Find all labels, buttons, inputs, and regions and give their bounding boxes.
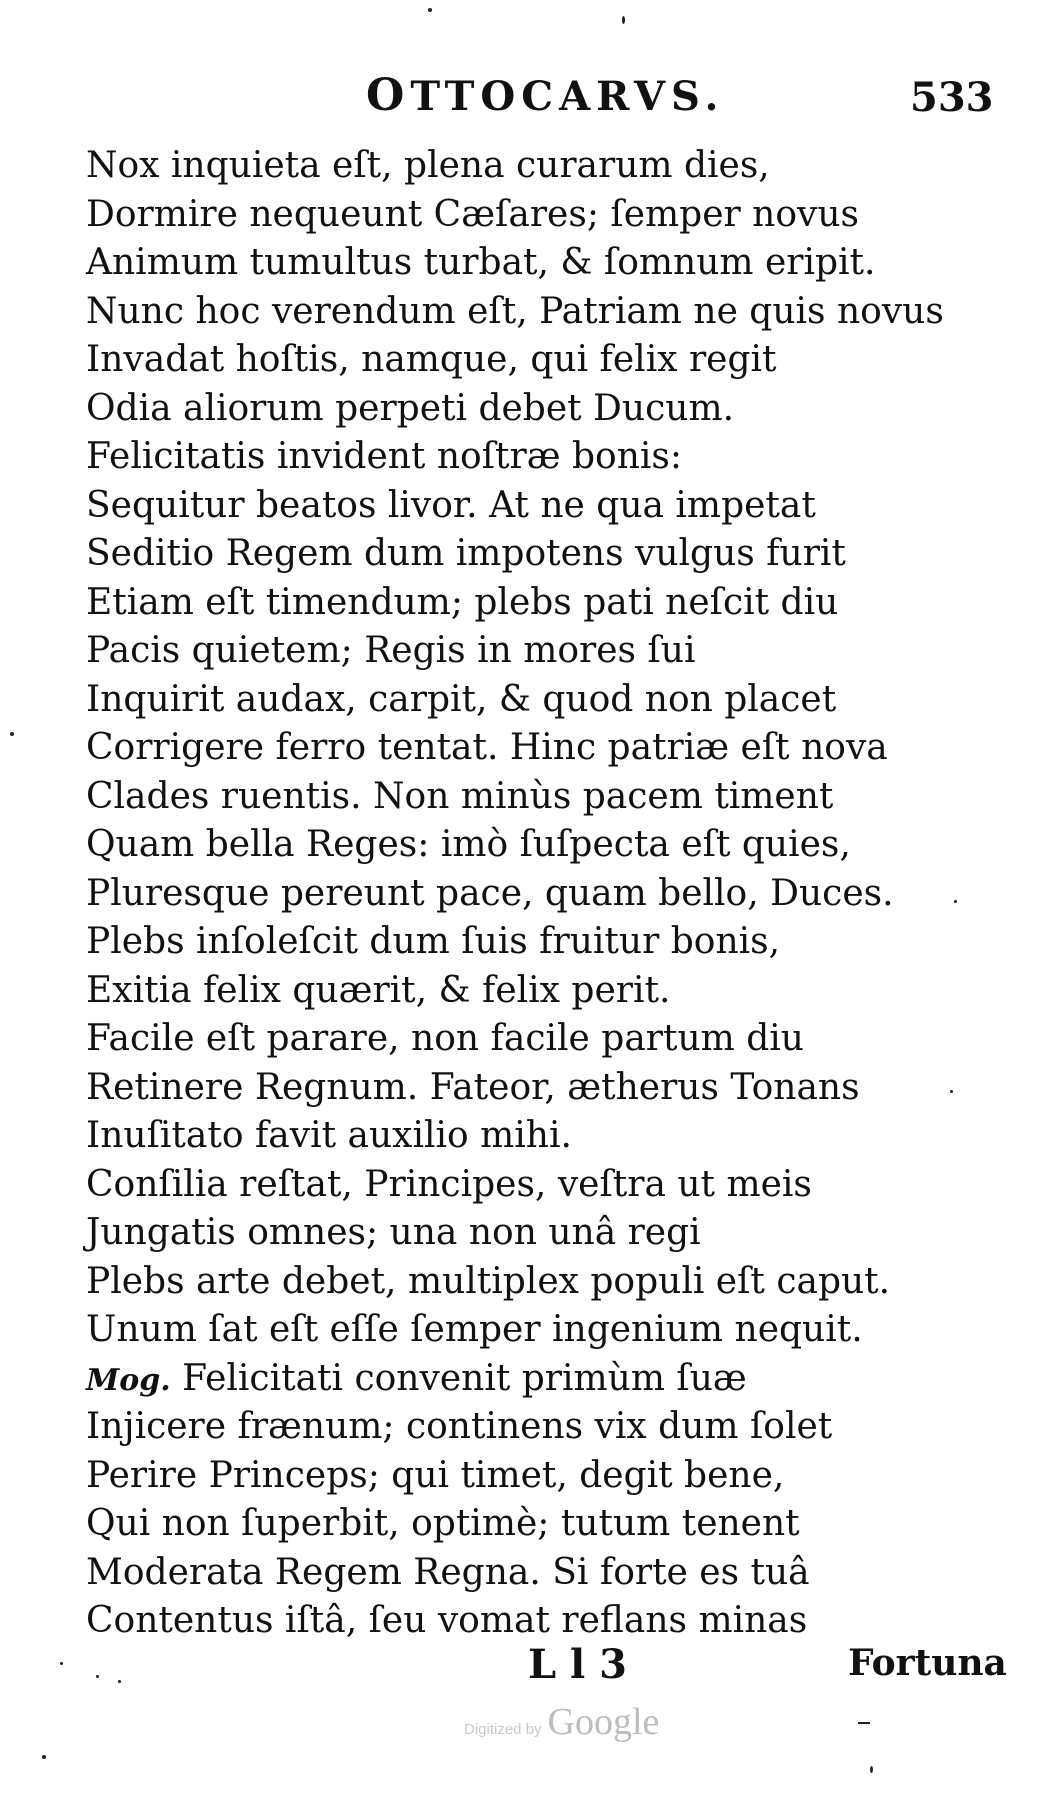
scan-speck xyxy=(954,900,957,903)
verse-line xyxy=(86,1015,1016,1064)
verse-text: Facile eſt parare, non facile partum diu xyxy=(86,1018,804,1059)
verse-text: Etiam eſt timendum; plebs pati neſcit diu xyxy=(86,581,839,623)
verse-line xyxy=(86,1209,1016,1258)
verse-text: Odia aliorum perpeti debet Ducum. xyxy=(86,387,735,429)
verse-block xyxy=(86,142,1016,1646)
signature-mark: L l 3 xyxy=(528,1641,628,1688)
verse-text: Retinere Regnum. Fateor, ætherus Tonans xyxy=(86,1066,860,1108)
verse-text: Inquirit audax, carpit, & quod non placet xyxy=(86,678,837,720)
verse-text: Exitia felix quærit, & felix perit. xyxy=(86,969,671,1011)
scan-speck xyxy=(428,8,432,12)
running-title: OTTOCARVS. xyxy=(366,70,725,121)
verse-text: Clades ruentis. Non minùs pacem timent xyxy=(86,775,834,817)
verse-line xyxy=(86,821,1016,870)
scan-speck xyxy=(96,1675,99,1678)
verse-line xyxy=(86,627,1016,676)
scan-speck xyxy=(42,1755,46,1759)
page-number: 533 xyxy=(910,74,994,121)
verse-text: Contentus iſtâ, ſeu vomat reflans minas xyxy=(86,1600,808,1641)
verse-text: Nox inquieta eſt, plena curarum dies, xyxy=(86,145,770,186)
verse-text: Inuſitato favit auxilio mihi. xyxy=(86,1115,572,1156)
verse-line xyxy=(86,288,1016,337)
verse-line xyxy=(86,870,1016,919)
verse-text: Invadat hoſtis, namque, qui felix regit xyxy=(86,339,777,380)
verse-line xyxy=(86,1064,1016,1113)
verse-text: Dormire nequeunt Cæſares; ſemper novus xyxy=(86,193,860,235)
verse-line xyxy=(86,239,1016,288)
verse-line xyxy=(86,482,1016,531)
verse-text: Jungatis omnes; una non unâ regi xyxy=(86,1212,701,1253)
verse-line xyxy=(86,191,1016,240)
verse-text: Injicere frænum; continens vix dum ſolet xyxy=(86,1406,833,1447)
scan-speck xyxy=(10,732,14,736)
verse-line xyxy=(86,336,1016,385)
verse-text: Pacis quietem; Regis in mores ſui xyxy=(86,630,696,671)
verse-line xyxy=(86,1597,1016,1646)
verse-text: Qui non ſuperbit, optimè; tutum tenent xyxy=(86,1503,800,1544)
scan-speck xyxy=(858,1722,870,1724)
verse-line xyxy=(86,1161,1016,1210)
speaker-label: Mog. xyxy=(86,1362,171,1398)
verse-text: Corrigere ferro tentat. Hinc patriæ eſt nova xyxy=(86,727,888,768)
verse-text: Animum tumultus turbat, & ſomnum eripit. xyxy=(86,242,876,283)
verse-line xyxy=(86,1403,1016,1452)
verse-text: Quam bella Reges: imò ſuſpecta eſt quies, xyxy=(86,824,851,865)
scan-speck xyxy=(950,1090,953,1093)
verse-text: Felicitati convenit primùm ſuæ xyxy=(182,1357,747,1399)
verse-line xyxy=(86,918,1016,967)
catchword: Fortuna xyxy=(848,1642,1007,1684)
verse-line xyxy=(86,1500,1016,1549)
verse-text: Moderata Regem Regna. Si forte es tuâ xyxy=(86,1551,810,1593)
verse-line xyxy=(86,385,1016,434)
scan-speck xyxy=(118,1680,121,1683)
verse-line xyxy=(86,1306,1016,1355)
digitized-watermark xyxy=(464,1700,659,1744)
verse-line xyxy=(86,433,1016,482)
verse-text: Unum ſat eſt eſſe ſemper ingenium nequit. xyxy=(86,1309,863,1350)
verse-line xyxy=(86,967,1016,1016)
scan-speck xyxy=(870,1766,873,1773)
google-logo: Google xyxy=(547,1701,660,1743)
verse-line xyxy=(86,1549,1016,1598)
scan-speck xyxy=(622,16,625,24)
verse-text: Seditio Regem dum impotens vulgus furit xyxy=(86,533,846,574)
verse-line xyxy=(86,1355,1016,1404)
verse-text: Felicitatis invident noſtræ bonis: xyxy=(86,436,683,477)
verse-text: Sequitur beatos livor. At ne qua impetat xyxy=(86,484,816,526)
verse-line xyxy=(86,1112,1016,1161)
verse-text: Plebs inſoleſcit dum ſuis fruitur bonis, xyxy=(86,921,781,962)
verse-text: Nunc hoc verendum eſt, Patriam ne quis novus xyxy=(86,290,944,332)
scan-speck xyxy=(60,1662,63,1665)
watermark-prefix: Digitized by xyxy=(464,1721,542,1738)
verse-line xyxy=(86,676,1016,725)
verse-line xyxy=(86,1452,1016,1501)
verse-line xyxy=(86,579,1016,628)
verse-text: Plebs arte debet, multiplex populi eſt caput. xyxy=(86,1260,891,1302)
verse-line xyxy=(86,142,1016,191)
verse-text: Pluresque pereunt pace, quam bello, Duces. xyxy=(86,872,894,914)
verse-line xyxy=(86,1258,1016,1307)
verse-text: Perire Princeps; qui timet, degit bene, xyxy=(86,1454,785,1496)
verse-line xyxy=(86,724,1016,773)
verse-line xyxy=(86,773,1016,822)
verse-text: Conſilia reſtat, Principes, veſtra ut meis xyxy=(86,1163,812,1205)
verse-line xyxy=(86,530,1016,579)
